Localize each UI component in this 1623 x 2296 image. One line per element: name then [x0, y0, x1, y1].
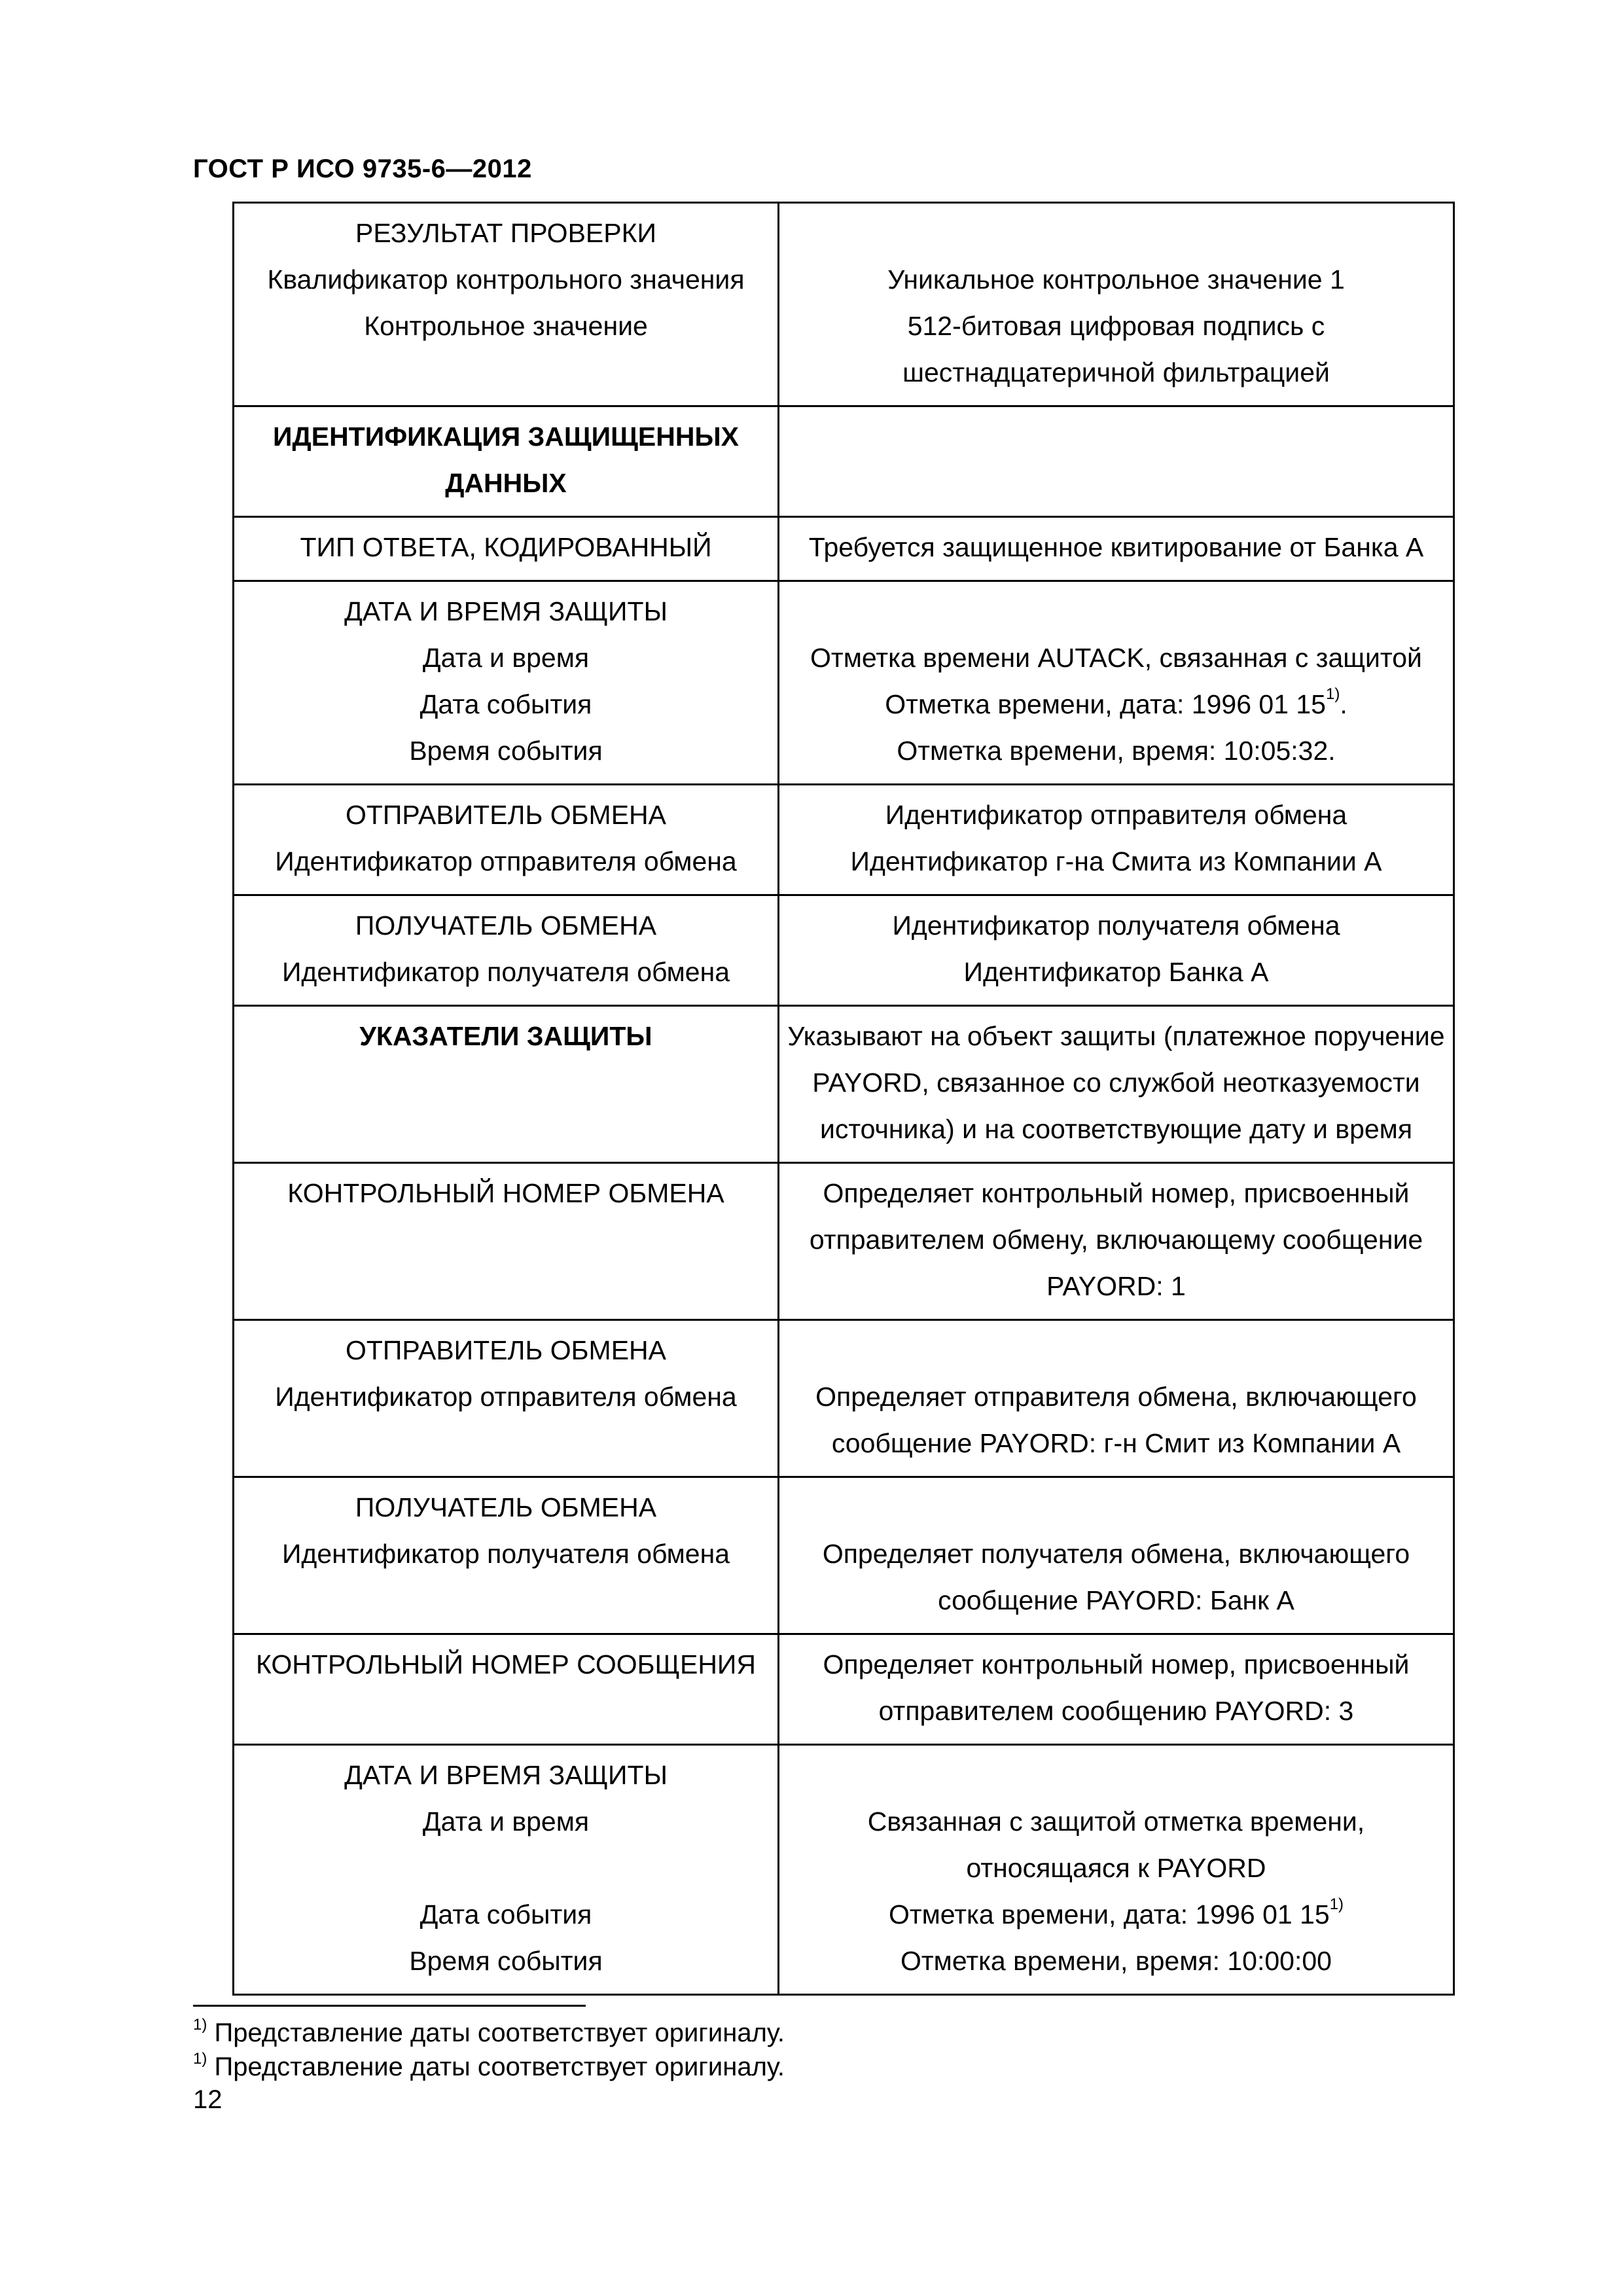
- table-cell-right: [779, 1163, 1454, 1320]
- footnote-separator: [193, 2005, 586, 2007]
- cell-line: PAYORD: 1: [1046, 1271, 1186, 1301]
- table-cell-left: [234, 895, 779, 1006]
- footnote-mark: 1): [1326, 685, 1340, 703]
- cell-line: 512-битовая цифровая подпись с: [907, 311, 1325, 341]
- cell-line: Идентификатор г-на Смита из Компании А: [850, 846, 1382, 876]
- table-cell-right: [779, 1320, 1454, 1477]
- table-row: [234, 1745, 1454, 1995]
- cell-line: Идентификатор отправителя обмена: [885, 800, 1347, 830]
- table-row: [234, 1634, 1454, 1745]
- table-cell-left: [234, 1163, 779, 1320]
- table-cell-right: [779, 1634, 1454, 1745]
- footnote-mark: 1): [1329, 1895, 1344, 1913]
- table-cell-right: [779, 1477, 1454, 1634]
- cell-line: КОНТРОЛЬНЫЙ НОМЕР СООБЩЕНИЯ: [255, 1649, 757, 1679]
- table-cell-right: [779, 785, 1454, 895]
- table-cell-left: [234, 785, 779, 895]
- table-cell-right: [779, 581, 1454, 785]
- table-row: [234, 203, 1454, 406]
- cell-line: Дата события: [419, 689, 592, 719]
- cell-line: ДАТА И ВРЕМЯ ЗАЩИТЫ: [344, 596, 668, 626]
- cell-line: УКАЗАТЕЛИ ЗАЩИТЫ: [359, 1021, 652, 1051]
- footnote-mark: 1): [193, 2050, 207, 2068]
- footnote-text: Представление даты соответствует оригиналу.: [214, 2053, 785, 2081]
- table-row: [234, 895, 1454, 1006]
- table-cell-left: [234, 1745, 779, 1995]
- table-row: [234, 1006, 1454, 1163]
- cell-line: ОТПРАВИТЕЛЬ ОБМЕНА: [345, 1335, 667, 1365]
- cell-line: ДАННЫХ: [445, 468, 567, 498]
- table-cell-right: [779, 203, 1454, 406]
- page-number: 12: [193, 2085, 223, 2114]
- cell-line: КОНТРОЛЬНЫЙ НОМЕР ОБМЕНА: [287, 1178, 724, 1208]
- cell-line: Время события: [409, 1946, 603, 1976]
- cell-line: Дата и время: [422, 1806, 590, 1837]
- cell-line: Связанная с защитой отметка времени,: [867, 1806, 1365, 1837]
- table-cell-right: [779, 1745, 1454, 1995]
- table-cell-left: [234, 406, 779, 517]
- cell-line: Требуется защищенное квитирование от Банка А: [808, 532, 1424, 562]
- table-cell-left: [234, 1320, 779, 1477]
- cell-line: ПОЛУЧАТЕЛЬ ОБМЕНА: [355, 910, 657, 941]
- cell-line: Дата и время: [422, 643, 590, 673]
- spec-table: [232, 202, 1455, 1996]
- cell-line: Отметка времени AUTACK, связанная с защитой: [810, 643, 1422, 673]
- cell-line: РЕЗУЛЬТАТ ПРОВЕРКИ: [355, 218, 656, 248]
- cell-line: ДАТА И ВРЕМЯ ЗАЩИТЫ: [344, 1760, 668, 1790]
- cell-line: Отметка времени, время: 10:00:00: [901, 1946, 1332, 1976]
- cell-line: Квалификатор контрольного значения: [267, 264, 745, 295]
- table-cell-left: [234, 203, 779, 406]
- table-cell-right: [779, 406, 1454, 517]
- cell-line: Определяет контрольный номер, присвоенный: [823, 1649, 1410, 1679]
- footnote-mark: 1): [193, 2016, 207, 2034]
- cell-line: Указывают на объект защиты (платежное поручение: [787, 1021, 1445, 1051]
- cell-line: Дата события: [419, 1899, 592, 1929]
- cell-line: Идентификатор отправителя обмена: [275, 846, 737, 876]
- cell-line: Идентификатор получателя обмена: [892, 910, 1340, 941]
- cell-line: PAYORD, связанное со службой неотказуемости: [812, 1067, 1420, 1098]
- cell-line: Уникальное контрольное значение 1: [887, 264, 1345, 295]
- cell-text: Отметка времени, дата: 1996 01 15: [885, 689, 1326, 719]
- cell-line: ОТПРАВИТЕЛЬ ОБМЕНА: [345, 800, 667, 830]
- cell-line: ТИП ОТВЕТА, КОДИРОВАННЫЙ: [300, 532, 712, 562]
- table-cell-left: [234, 581, 779, 785]
- cell-line: Определяет контрольный номер, присвоенный: [823, 1178, 1410, 1208]
- cell-line: Определяет получателя обмена, включающего: [822, 1539, 1410, 1569]
- table-row: [234, 1320, 1454, 1477]
- cell-line: ИДЕНТИФИКАЦИЯ ЗАЩИЩЕННЫХ: [273, 422, 739, 452]
- cell-text: Отметка времени, дата: 1996 01 15: [888, 1899, 1330, 1929]
- cell-line: сообщение PAYORD: г-н Смит из Компании А: [831, 1428, 1401, 1458]
- cell-line: сообщение PAYORD: Банк А: [938, 1585, 1294, 1615]
- table-cell-right: [779, 517, 1454, 581]
- footnote: [193, 2016, 785, 2050]
- cell-line: Время события: [409, 736, 603, 766]
- table-row: [234, 785, 1454, 895]
- table-cell-right: [779, 1006, 1454, 1163]
- cell-line: Идентификатор получателя обмена: [281, 1539, 730, 1569]
- cell-line: источника) и на соответствующие дату и время: [819, 1114, 1413, 1144]
- table-cell-right: [779, 895, 1454, 1006]
- table-row: [234, 406, 1454, 517]
- cell-line: [782, 681, 1450, 728]
- table-row: [234, 517, 1454, 581]
- footnote-text: Представление даты соответствует оригиналу.: [214, 2018, 785, 2047]
- cell-line: Определяет отправителя обмена, включающего: [815, 1382, 1417, 1412]
- table-row: [234, 581, 1454, 785]
- cell-line: шестнадцатеричной фильтрацией: [902, 357, 1330, 387]
- document-header: ГОСТ Р ИСО 9735-6—2012: [193, 154, 532, 183]
- cell-line: отправителем сообщению PAYORD: 3: [878, 1696, 1354, 1726]
- table-row: [234, 1163, 1454, 1320]
- cell-line: ПОЛУЧАТЕЛЬ ОБМЕНА: [355, 1492, 657, 1522]
- table-cell-left: [234, 1634, 779, 1745]
- cell-line: Идентификатор Банка А: [963, 957, 1269, 987]
- cell-line: Идентификатор отправителя обмена: [275, 1382, 737, 1412]
- table-cell-left: [234, 517, 779, 581]
- cell-text-suffix: .: [1340, 689, 1347, 719]
- footnote: [193, 2050, 785, 2084]
- cell-line: [782, 1892, 1450, 1938]
- cell-line: Контрольное значение: [364, 311, 648, 341]
- table-cell-left: [234, 1477, 779, 1634]
- cell-line: отправителем обмену, включающему сообщение: [809, 1225, 1423, 1255]
- cell-line: относящаяся к PAYORD: [966, 1853, 1266, 1883]
- table-cell-left: [234, 1006, 779, 1163]
- cell-line: Отметка времени, время: 10:05:32.: [897, 736, 1336, 766]
- table-row: [234, 1477, 1454, 1634]
- cell-line: Идентификатор получателя обмена: [281, 957, 730, 987]
